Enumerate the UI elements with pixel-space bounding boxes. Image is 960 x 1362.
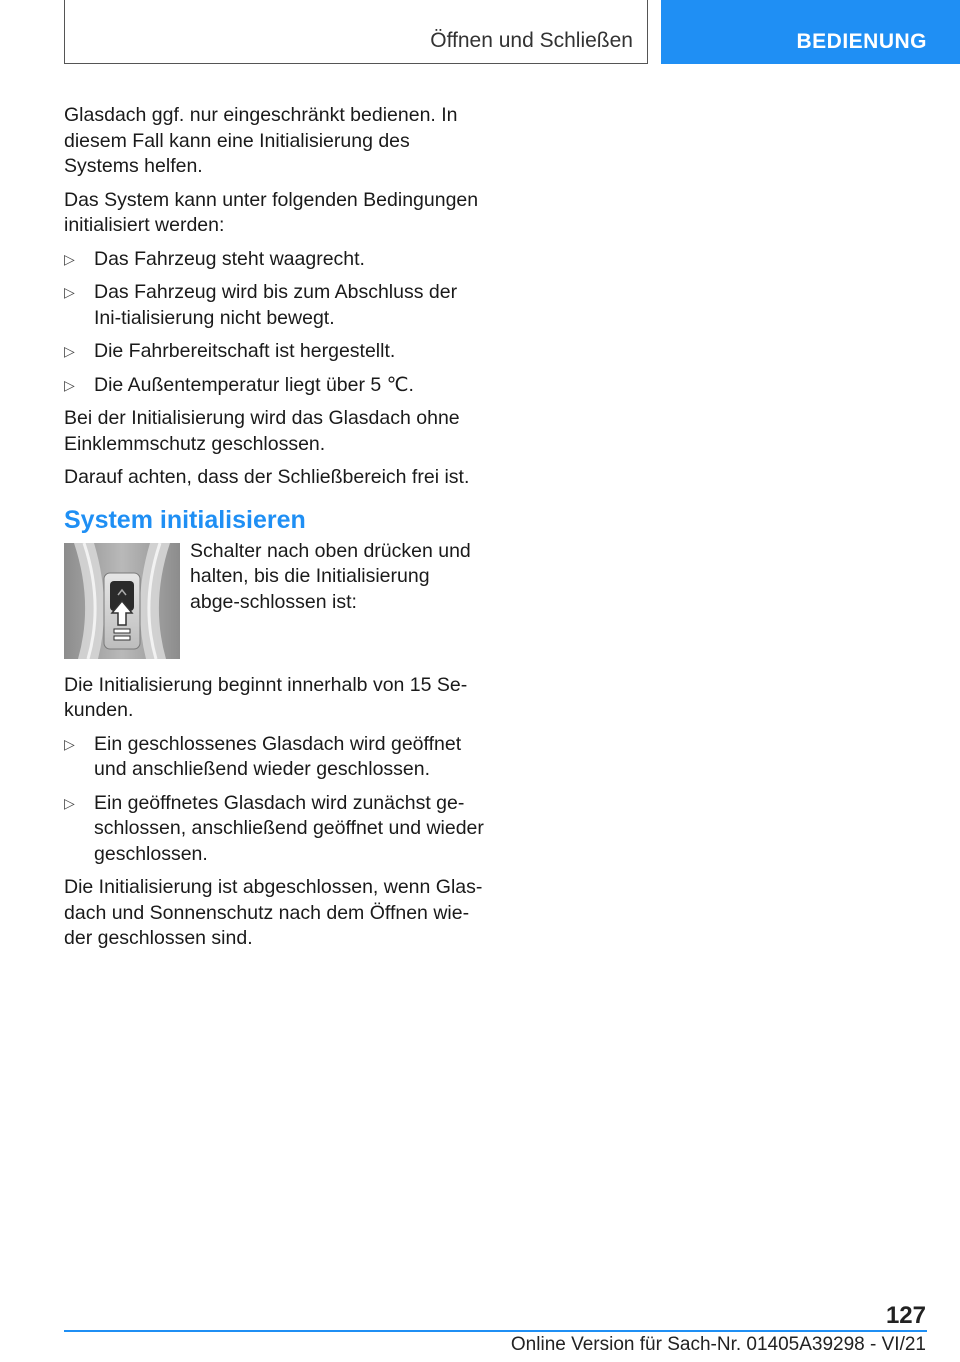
header-chapter-tab [661,0,960,64]
list-item [64,247,484,273]
footer-divider [64,1330,927,1332]
list-item-text: Die Außentemperatur liegt über 5 ℃. [94,373,414,396]
triangle-bullet-icon: ▷ [64,284,75,300]
figure-caption-text: Schalter nach oben drücken und halten, bis die Initialisierung abge-schlossen ist: [190,539,471,613]
list-item-text: Das Fahrzeug wird bis zum Abschluss der Ini-tialisierung nicht bewegt. [94,281,458,329]
triangle-bullet-icon: ▷ [64,376,75,393]
triangle-bullet-icon: ▷ [64,343,75,359]
list-item [64,732,484,783]
list-item [64,339,484,365]
list-item-text: Das Fahrzeug steht waagrecht. [94,247,365,270]
header-section-title: Öffnen und Schließen [430,29,633,52]
main-content [64,103,484,960]
paragraph: Glasdach ggf. nur eingeschränkt bedienen. In diesem Fall kann eine Initialisierung des Systems helfen. [64,104,458,177]
paragraph: Bei der Initialisierung wird das Glasdach ohne Einklemmschutz geschlossen. [64,407,460,455]
header-section-box [64,0,648,64]
triangle-bullet-icon: ▷ [64,794,75,811]
condition-list [64,247,484,399]
list-item-text: Die Fahrbereitschaft ist hergestellt. [94,340,396,362]
list-item-text: Ein geöffnetes Glasdach wird zunächst ge-schlossen, anschließend geöffnet und wieder geschlossen. [94,791,484,865]
paragraph: Das System kann unter folgenden Bedingungen initialisiert werden: [64,188,479,236]
figure-block [64,539,484,659]
header-chapter-title: BEDIENUNG [796,30,927,53]
roof-switch-figure [64,543,180,659]
triangle-bullet-icon: ▷ [64,250,75,267]
section-heading: System initialisieren [64,505,306,534]
paragraph: Die Initialisierung ist abgeschlossen, wenn Glas-dach und Sonnenschutz nach dem Öffnen wie-der geschlossen sind. [64,876,483,949]
list-item [64,791,484,868]
list-item [64,280,484,331]
paragraph: Darauf achten, dass der Schließbereich frei ist. [64,466,470,488]
page-number: 127 [885,1302,926,1329]
footer-text: Online Version für Sach-Nr. 01405A39298 - VI/21 [510,1334,926,1355]
process-list [64,732,484,868]
paragraph: Die Initialisierung beginnt innerhalb von 15 Se-kunden. [64,673,468,721]
list-item-text: Ein geschlossenes Glasdach wird geöffnet und anschließend wieder geschlossen. [94,732,462,780]
triangle-bullet-icon: ▷ [64,735,75,752]
list-item [64,373,484,399]
